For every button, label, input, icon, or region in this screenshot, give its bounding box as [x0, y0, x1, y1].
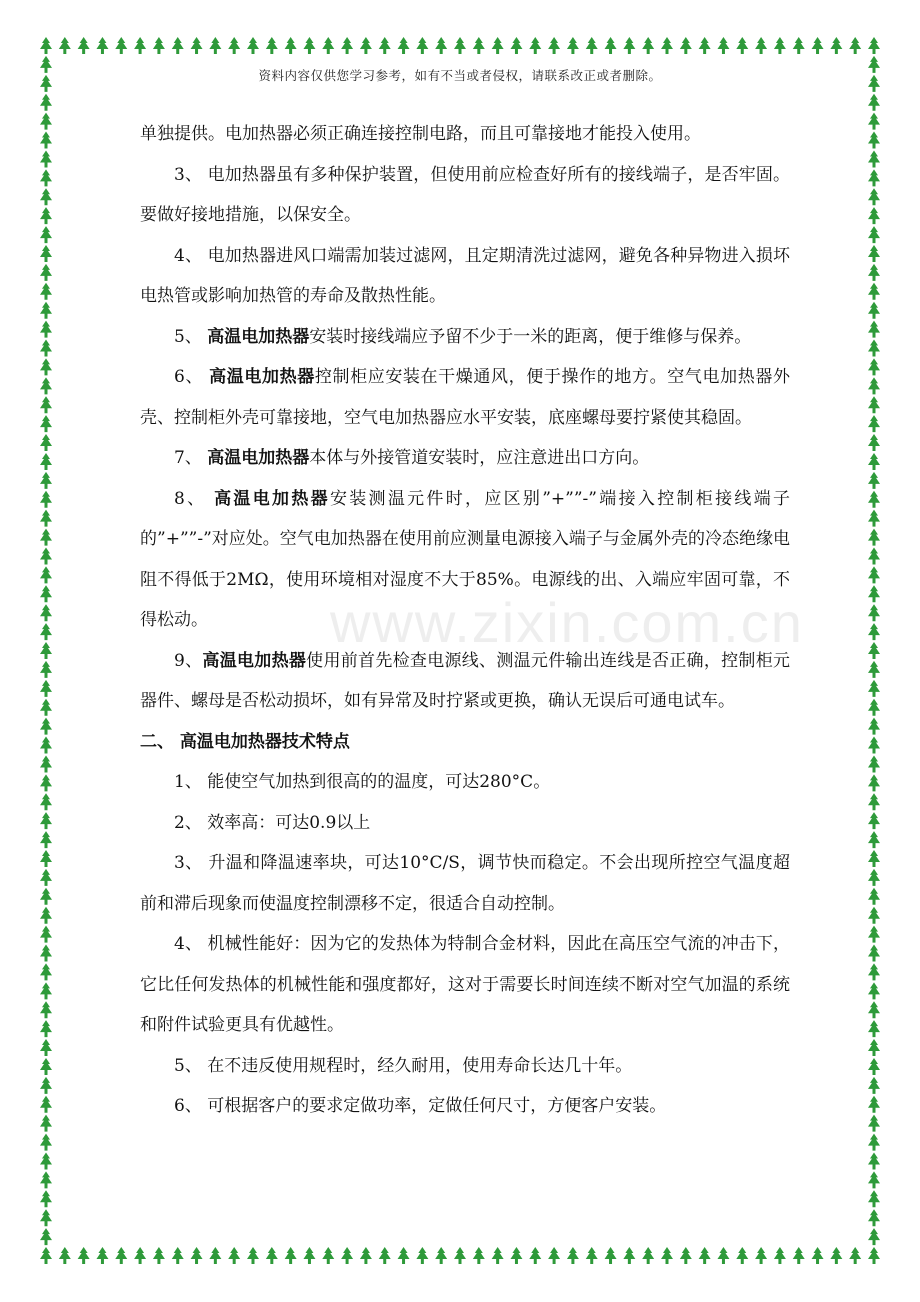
tree-icon — [228, 1247, 240, 1264]
tree-icon — [868, 358, 880, 375]
tree-icon — [40, 358, 52, 375]
tree-icon — [40, 377, 52, 394]
tree-icon — [40, 793, 52, 810]
tree-icon — [755, 37, 767, 54]
tree-icon — [454, 1247, 466, 1264]
tree-icon — [40, 415, 52, 432]
tree-icon — [40, 1171, 52, 1188]
tree-icon — [830, 37, 842, 54]
tree-icon — [40, 188, 52, 205]
tree-icon — [266, 1247, 278, 1264]
tree-icon — [868, 132, 880, 149]
tree-icon — [322, 37, 334, 54]
tree-icon — [868, 1247, 880, 1264]
tree-icon — [868, 169, 880, 186]
highlight-term: 高温电加热器 — [207, 448, 310, 468]
feature-item-3: 3、 升温和降温速率块，可达10°C/S，调节快而稳定。不会出现所控空气温度超前和滞后现象而使温度控制漂移不定，很适合自动控制。 — [140, 853, 790, 914]
tree-icon — [285, 37, 297, 54]
tree-icon — [699, 1247, 711, 1264]
tree-icon — [868, 94, 880, 111]
header-disclaimer: 资料内容仅供您学习参考，如有不当或者侵权，请联系改正或者删除。 — [258, 68, 662, 83]
tree-icon — [473, 37, 485, 54]
tree-icon — [78, 37, 90, 54]
tree-icon — [492, 37, 504, 54]
paragraph-3: 3、 电加热器虽有多种保护装置，但使用前应检查好所有的接线端子，是否牢固。要做好接地措施，以保安全。 — [140, 164, 790, 225]
tree-icon — [379, 37, 391, 54]
tree-icon — [868, 226, 880, 243]
tree-icon — [586, 1247, 598, 1264]
tree-icon — [661, 1247, 673, 1264]
tree-icon — [40, 94, 52, 111]
tree-icon — [40, 755, 52, 772]
tree-icon — [435, 37, 447, 54]
tree-icon — [812, 37, 824, 54]
tree-icon — [868, 207, 880, 224]
tree-icon — [868, 188, 880, 205]
tree-icon — [40, 264, 52, 281]
tree-icon — [510, 1247, 522, 1264]
tree-icon — [40, 1209, 52, 1226]
tree-icon — [774, 1247, 786, 1264]
tree-icon — [586, 37, 598, 54]
tree-icon — [134, 37, 146, 54]
tree-icon — [172, 1247, 184, 1264]
tree-icon — [40, 963, 52, 980]
tree-icon — [209, 1247, 221, 1264]
tree-icon — [40, 283, 52, 300]
tree-icon — [40, 529, 52, 546]
tree-icon — [868, 585, 880, 602]
tree-icon — [40, 699, 52, 716]
tree-icon — [868, 699, 880, 716]
tree-icon — [322, 1247, 334, 1264]
paragraph-6: 6、 高温电加热器控制柜应安装在干燥通风，便于操作的地方。空气电加热器外壳、控制柜外壳可靠接地，空气电加热器应水平安装，底座螺母要拧紧使其稳固。 — [140, 367, 790, 428]
tree-icon — [40, 869, 52, 886]
tree-icon — [59, 37, 71, 54]
tree-icon — [868, 434, 880, 451]
tree-icon — [341, 1247, 353, 1264]
tree-icon — [40, 321, 52, 338]
tree-icon — [40, 226, 52, 243]
tree-icon — [40, 566, 52, 583]
tree-icon — [868, 1134, 880, 1151]
tree-icon — [868, 1096, 880, 1113]
tree-icon — [868, 926, 880, 943]
tree-icon — [661, 37, 673, 54]
feature-item-6: 6、 可根据客户的要求定做功率，定做任何尺寸，方便客户安装。 — [174, 1096, 667, 1116]
tree-icon — [868, 472, 880, 489]
tree-icon — [40, 37, 52, 54]
tree-icon — [642, 1247, 654, 1264]
tree-icon — [40, 434, 52, 451]
tree-icon — [793, 1247, 805, 1264]
tree-icon — [341, 37, 353, 54]
tree-icon — [191, 37, 203, 54]
tree-icon — [529, 37, 541, 54]
tree-icon — [868, 888, 880, 905]
tree-icon — [868, 623, 880, 640]
tree-icon — [40, 150, 52, 167]
tree-icon — [40, 1058, 52, 1075]
tree-icon — [868, 718, 880, 735]
tree-icon — [567, 37, 579, 54]
tree-icon — [492, 1247, 504, 1264]
tree-icon — [868, 945, 880, 962]
tree-icon — [548, 37, 560, 54]
tree-icon — [868, 377, 880, 394]
tree-icon — [398, 1247, 410, 1264]
tree-icon — [40, 850, 52, 867]
tree-icon — [40, 585, 52, 602]
tree-icon — [416, 37, 428, 54]
tree-icon — [40, 491, 52, 508]
highlight-term: 高温电加热器 — [207, 326, 310, 347]
tree-icon — [868, 547, 880, 564]
tree-icon — [868, 1171, 880, 1188]
tree-icon — [266, 37, 278, 54]
tree-icon — [96, 37, 108, 54]
tree-icon — [59, 1247, 71, 1264]
tree-icon — [830, 1247, 842, 1264]
tree-icon — [868, 1115, 880, 1132]
tree-icon — [40, 926, 52, 943]
tree-icon — [868, 1020, 880, 1037]
tree-icon — [868, 982, 880, 999]
tree-icon — [849, 1247, 861, 1264]
tree-icon — [868, 150, 880, 167]
tree-icon — [699, 37, 711, 54]
tree-icon — [868, 113, 880, 130]
tree-icon — [868, 1228, 880, 1245]
tree-icon — [303, 37, 315, 54]
tree-icon — [812, 1247, 824, 1264]
tree-icon — [868, 737, 880, 754]
tree-icon — [605, 1247, 617, 1264]
tree-icon — [717, 1247, 729, 1264]
tree-icon — [247, 37, 259, 54]
tree-icon — [360, 1247, 372, 1264]
tree-icon — [40, 907, 52, 924]
tree-icon — [40, 1039, 52, 1056]
tree-icon — [755, 1247, 767, 1264]
tree-icon — [40, 1228, 52, 1245]
feature-item-2: 2、 效率高：可达0.9以上 — [174, 812, 371, 833]
tree-icon — [40, 472, 52, 489]
tree-icon — [473, 1247, 485, 1264]
tree-icon — [868, 529, 880, 546]
tree-icon — [868, 869, 880, 886]
tree-icon — [40, 1115, 52, 1132]
tree-icon — [510, 37, 522, 54]
tree-icon — [40, 680, 52, 697]
tree-icon — [40, 302, 52, 319]
tree-icon — [285, 1247, 297, 1264]
tree-icon — [868, 831, 880, 848]
tree-icon — [868, 1058, 880, 1075]
tree-icon — [40, 737, 52, 754]
tree-icon — [191, 1247, 203, 1264]
feature-item-5: 5、 在不违反使用规程时，经久耐用，使用寿命长达几十年。 — [174, 1055, 633, 1076]
tree-icon — [40, 113, 52, 130]
tree-icon — [868, 566, 880, 583]
tree-icon — [680, 1247, 692, 1264]
tree-icon — [40, 1096, 52, 1113]
tree-icon — [868, 1190, 880, 1207]
tree-icon — [115, 37, 127, 54]
tree-icon — [868, 37, 880, 54]
tree-icon — [868, 245, 880, 262]
tree-icon — [868, 491, 880, 508]
tree-icon — [40, 453, 52, 470]
tree-icon — [40, 1020, 52, 1037]
tree-icon — [40, 510, 52, 527]
tree-icon — [153, 1247, 165, 1264]
paragraph-4: 4、 电加热器进风口端需加装过滤网，且定期清洗过滤网，避免各种异物进入损坏电热管或影响加热管的寿命及散热性能。 — [140, 245, 790, 306]
tree-icon — [868, 264, 880, 281]
tree-icon — [868, 604, 880, 621]
tree-icon — [40, 1247, 52, 1264]
tree-icon — [548, 1247, 560, 1264]
tree-icon — [868, 396, 880, 413]
section-heading: 二、 高温电加热器技术特点 — [140, 731, 350, 752]
tree-icon — [623, 1247, 635, 1264]
tree-icon — [40, 1190, 52, 1207]
tree-icon — [736, 1247, 748, 1264]
tree-icon — [868, 963, 880, 980]
tree-icon — [868, 907, 880, 924]
highlight-term: 高温电加热器 — [202, 650, 307, 671]
tree-icon — [868, 283, 880, 300]
tree-icon — [868, 774, 880, 791]
tree-icon — [228, 37, 240, 54]
tree-icon — [868, 415, 880, 432]
tree-icon — [40, 396, 52, 413]
highlight-term: 高温电加热器 — [209, 367, 315, 387]
paragraph-0: 单独提供。电加热器必须正确连接控制电路，而且可靠接地才能投入使用。 — [140, 124, 701, 144]
tree-icon — [868, 1039, 880, 1056]
tree-icon — [774, 37, 786, 54]
tree-icon — [40, 245, 52, 262]
tree-icon — [868, 321, 880, 338]
tree-icon — [398, 37, 410, 54]
tree-icon — [40, 888, 52, 905]
tree-icon — [868, 661, 880, 678]
tree-icon — [623, 37, 635, 54]
feature-item-1: 1、 能使空气加热到很高的的温度，可达280°C。 — [174, 772, 551, 792]
tree-icon — [247, 1247, 259, 1264]
tree-icon — [40, 718, 52, 735]
tree-icon — [40, 1001, 52, 1018]
tree-icon — [209, 37, 221, 54]
tree-icon — [40, 982, 52, 999]
paragraph-9: 9、高温电加热器使用前首先检查电源线、测温元件输出连线是否正确，控制柜元器件、螺母是否松动损坏，如有异常及时拧紧或更换，确认无误后可通电试车。 — [140, 650, 791, 711]
tree-icon — [849, 37, 861, 54]
watermark: www.zixin.com.cn — [330, 591, 804, 654]
tree-icon — [40, 623, 52, 640]
tree-icon — [435, 1247, 447, 1264]
highlight-term: 高温电加热器 — [214, 488, 330, 509]
tree-icon — [868, 453, 880, 470]
tree-icon — [868, 812, 880, 829]
tree-icon — [793, 37, 805, 54]
tree-icon — [868, 1077, 880, 1094]
tree-icon — [40, 1077, 52, 1094]
tree-icon — [642, 37, 654, 54]
paragraph-7: 7、 高温电加热器本体与外接管道安装时，应注意进出口方向。 — [174, 448, 650, 468]
tree-icon — [454, 37, 466, 54]
tree-icon — [40, 547, 52, 564]
tree-icon — [40, 604, 52, 621]
tree-icon — [868, 642, 880, 659]
tree-icon — [680, 37, 692, 54]
tree-icon — [605, 37, 617, 54]
tree-icon — [40, 642, 52, 659]
tree-icon — [717, 37, 729, 54]
tree-icon — [40, 831, 52, 848]
tree-icon — [868, 510, 880, 527]
tree-icon — [40, 132, 52, 149]
document-body — [140, 114, 790, 1127]
tree-icon — [153, 37, 165, 54]
tree-icon — [529, 1247, 541, 1264]
tree-icon — [96, 1247, 108, 1264]
tree-icon — [868, 1209, 880, 1226]
tree-icon — [40, 1152, 52, 1169]
tree-icon — [40, 169, 52, 186]
tree-icon — [868, 340, 880, 357]
tree-icon — [40, 945, 52, 962]
tree-icon — [40, 1134, 52, 1151]
tree-icon — [172, 37, 184, 54]
tree-icon — [78, 1247, 90, 1264]
tree-icon — [868, 1001, 880, 1018]
tree-icon — [868, 755, 880, 772]
tree-icon — [868, 680, 880, 697]
tree-icon — [416, 1247, 428, 1264]
tree-icon — [40, 207, 52, 224]
tree-icon — [868, 850, 880, 867]
tree-icon — [40, 661, 52, 678]
tree-icon — [115, 1247, 127, 1264]
tree-icon — [868, 1152, 880, 1169]
tree-icon — [379, 1247, 391, 1264]
feature-item-4: 4、 机械性能好：因为它的发热体为特制合金材料，因此在高压空气流的冲击下，它比任何发热体的机械性能和强度都好，这对于需要长时间连续不断对空气加温的系统和附件试验更具有优越性。 — [140, 934, 790, 1035]
tree-icon — [40, 774, 52, 791]
tree-icon — [868, 793, 880, 810]
tree-icon — [303, 1247, 315, 1264]
tree-icon — [567, 1247, 579, 1264]
tree-icon — [736, 37, 748, 54]
tree-icon — [360, 37, 372, 54]
tree-icon — [868, 302, 880, 319]
tree-icon — [40, 340, 52, 357]
paragraph-8: 8、 高温电加热器安装测温元件时，应区别”+””-”端接入控制柜接线端子的”+””-”对应处。空气电加热器在使用前应测量电源接入端子与金属外壳的冷态绝缘电阻不得低于2MΩ，使用环境相对湿度不大于85%。电源线的出、入端应牢固可靠，不得松动。 — [140, 488, 790, 630]
tree-icon — [40, 812, 52, 829]
tree-icon — [134, 1247, 146, 1264]
paragraph-5: 5、 高温电加热器安装时接线端应予留不少于一米的距离，便于维修与保养。 — [174, 326, 752, 347]
